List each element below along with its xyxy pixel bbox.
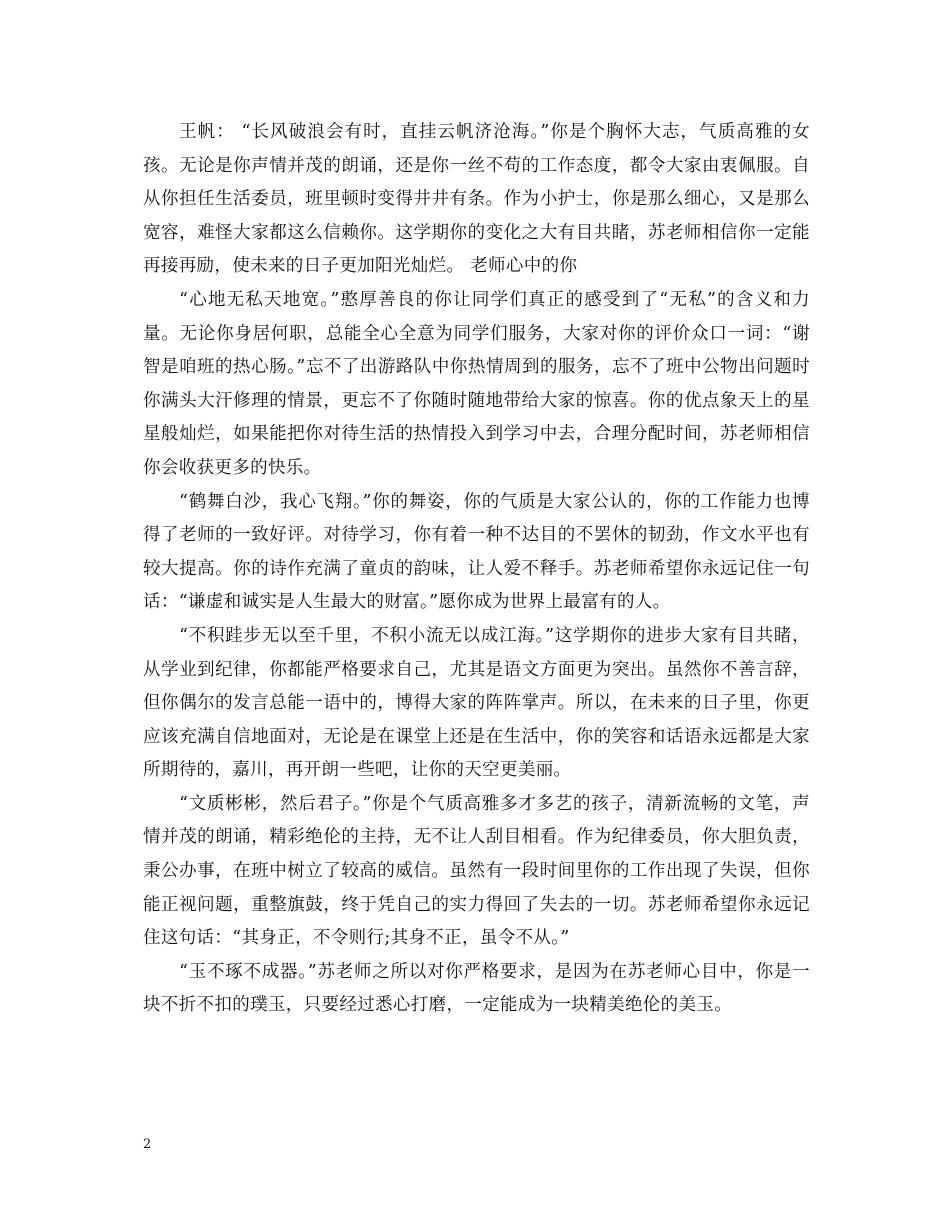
- page-number: 2: [143, 1137, 152, 1152]
- paragraph-5: “文质彬彬，然后君子。”你是个气质高雅多才多艺的孩子，清新流畅的文笔，声情并茂的朗诵，精彩绝伦的主持，无不让人刮目相看。作为纪律委员，你大胆负责，秉公办事，在班中树立了较高的威信。虽然有一段时间里你的工作出现了失误，但你能正视问题，重整旗鼓，终于凭自己的实力得回了失去的一切。苏老师希望你永远记住这句话：“其身正，不令则行;其身不正，虽令不从。”: [143, 793, 810, 949]
- paragraph-1: 王帆： “长风破浪会有时，直挂云帆济沧海。”你是个胸怀大志，气质高雅的女孩。无论是你声情并茂的朗诵，还是你一丝不苟的工作态度，都令大家由衷佩服。自从你担任生活委员，班里顿时变得井井有条。作为小护士，你是那么细心，又是那么宽容，难怪大家都这么信赖你。这学期你的变化之大有目共睹，苏老师相信你一定能再接再励，使未来的日子更加阳光灿烂。 老师心中的你: [143, 122, 810, 277]
- paragraph-2: “心地无私天地宽。”憨厚善良的你让同学们真正的感受到了“无私”的含义和力量。无论你身居何职，总能全心全意为同学们服务，大家对你的评价众口一词：“谢智是咱班的热心肠。”忘不了出游路队中你热情周到的服务，忘不了班中公物出问题时你满头大汗修理的情景，更忘不了你随时随地带给大家的惊喜。你的优点象天上的星星般灿烂，如果能把你对待生活的热情投入到学习中去，合理分配时间，苏老师相信你会收获更多的快乐。: [143, 289, 810, 478]
- paragraph-4: “不积跬步无以至千里，不积小流无以成江海。”这学期你的进步大家有目共睹，从学业到纪律，你都能严格要求自己，尤其是语文方面更为突出。虽然你不善言辞，但你偶尔的发言总能一语中的，博得大家的阵阵掌声。所以，在未来的日子里，你更应该充满自信地面对，无论是在课堂上还是在生活中，你的笑容和话语永远都是大家所期待的，嘉川，再开朗一些吧，让你的天空更美丽。: [143, 625, 810, 781]
- paragraph-6: “玉不琢不成器。”苏老师之所以对你严格要求，是因为在苏老师心目中，你是一块不折不扣的璞玉，只要经过悉心打磨，一定能成为一块精美绝伦的美玉。: [143, 961, 810, 1016]
- document-body: [143, 116, 810, 1023]
- paragraph-3: “鹤舞白沙，我心飞翔。”你的舞姿，你的气质是大家公认的，你的工作能力也博得了老师的一致好评。对待学习，你有着一种不达目的不罢休的韧劲，作文水平也有较大提高。你的诗作充满了童贞的韵味，让人爱不释手。苏老师希望你永远记住一句话：“谦虚和诚实是人生最大的财富。”愿你成为世界上最富有的人。: [143, 491, 810, 613]
